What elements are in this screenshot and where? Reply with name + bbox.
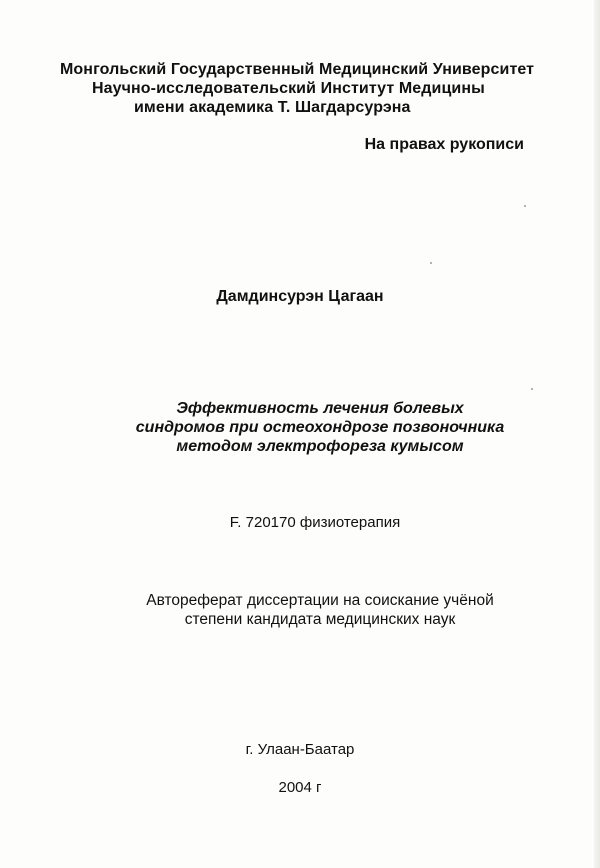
abstract-line-1: Автореферат диссертации на соискание учёной xyxy=(146,592,494,609)
abstract-line-2: степени кандидата медицинских наук xyxy=(184,611,456,628)
author-name: Дамдинсурэн Цагаан xyxy=(216,288,384,305)
city: г. Улаан-Баатар xyxy=(245,741,355,758)
year: 2004 г xyxy=(278,779,322,796)
specialty-code: F. 720170 физиотерапия xyxy=(229,514,401,531)
scan-speck xyxy=(430,262,432,264)
title-line-1: Эффективность лечения болевых xyxy=(176,400,464,417)
scan-speck xyxy=(524,205,526,207)
institution-line-2: Научно-исследовательский Институт Медицины xyxy=(92,80,485,97)
rights-note: На правах рукописи xyxy=(364,136,524,153)
abstract-note xyxy=(0,591,600,629)
dissertation-title xyxy=(0,399,600,456)
title-line-2: синдромов при остеохондрозе позвоночника xyxy=(135,419,505,436)
institution-line-1: Монгольский Государственный Медицинский Университет xyxy=(60,61,535,78)
title-line-3: методом электрофореза кумысом xyxy=(176,438,464,455)
institution-line-3: имени академика Т. Шагдарсурэна xyxy=(134,99,411,116)
scan-speck xyxy=(531,388,533,390)
